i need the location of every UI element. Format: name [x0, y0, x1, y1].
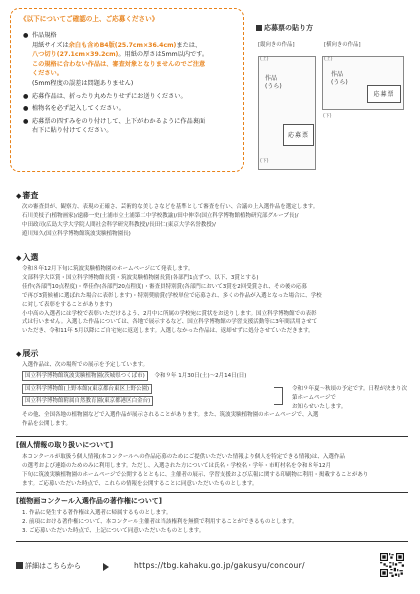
diamond-icon: ◆: [16, 254, 22, 262]
award-heading: ◆入選: [16, 253, 39, 262]
bullet-icon: ●: [23, 32, 29, 39]
portrait-label: [縦向きの作品]: [258, 42, 295, 48]
copyright-heading: [植物画コンクール入選作品の著作権について]: [16, 497, 162, 505]
bullet-icon: ●: [23, 105, 29, 113]
review-text: 次の審査員が、観察力、表現の正確さ、芸術的な美しさなどを基準として審査を行い、合議の上入選作品を選定します。 石川美枝子(植物画家)/遠藤一史(土浦市立土浦第二中学校教諭)/田中伸幸(国立科学博物館植物研究部グループ長)/ 中田政司(広島大学大学院人間社会科学研究科教授)/長田仁(東京大学名誉教授)/ 遊川知久(国立科学博物館筑波実験植物園長): [22, 204, 319, 237]
entry-slip-portrait: 応募票: [283, 124, 314, 146]
exhibit-outro: その他、全国各地の植物園などで入選作品が展示されることがあります。また、筑波実験植物園のホームページで、入選 作品を公開します。: [22, 412, 319, 427]
award-text: 令和８年12月下旬に筑波実験植物園のホームページにて発表します。 文部科学大臣賞・国立科学博物館長賞・筑波実験植物園長賞(各部門1点ずつ、以下、3賞とする) 佳作(各部門10点程度)・準佳作(各部門20点程度)・審査員特別賞(各部門において3賞を2回受賞され、その後の応募 で再び3賞候補に選ばれた場合に表彰します)・特別奨励賞(学校単位で応募され、多くの作品が入選となった場合に、学校 に対して表彰をすることがあります) 小中高の入選者には学校で表彰いただけるよう、2月中に所属の学校宛に賞状をお送りします。国立科学博物館での表彰 式は行いません。入選した作品については、各地で展示するなど、国立科学博物館の学習支援活動等に3年間活用させて いただき、令和11年 5月以降にご自宅宛に返送します。入選しなかった作品は、返却せずに処分させていただきます。: [22, 266, 322, 335]
list-item: ● 作品規格 用紙サイズは余白も含めB4版(25.7cm×36.4cm)または、 八つ切り(27.1cm×39.2cm)。用紙の厚さは5mm以内です。 この規格に合わない作品は、審査対象となりませんのでご注意 ください。 (5mm程度の誤差は問題ありません): [23, 32, 209, 88]
square-bullet-icon: [16, 562, 23, 569]
privacy-heading: [個人情報の取り扱いについて]: [16, 441, 114, 449]
confirm-box: [10, 8, 244, 172]
portrait-sheet: (上) 作品 (うら) 応募票 (下): [258, 56, 316, 170]
detail-link[interactable]: https://tbg.kahaku.go.jp/gakusyu/concour/: [134, 561, 305, 570]
footer-label: 詳細はこちらから: [16, 561, 81, 572]
venue-box: 国立科学博物館筑波実験植物園(茨城県つくば市): [22, 371, 148, 381]
divider: [16, 541, 408, 542]
privacy-text: 本コンクールが取扱う個人情報(本コンクールへの作品応募のためにご提供いただいた情報より個人を特定できる情報)は、入選作品 の選考および連絡のためのみに利用します。ただし、入選された方については氏名・学校名・学年・市町村名を令和８年12月 下旬に筑波実験植物園のホームページで公開するとともに、主催者の展示、学習支援および広報に関する印刷物に利用・掲載することがあり ます。ご応募いただいた時点で、これらの情報を公開することに同意いただいたものとします。: [22, 454, 369, 487]
paste-title: 応募票の貼り方: [256, 23, 313, 34]
exhibit-note: 令和９年夏〜秋頃の予定です。日程が決まり次第ホームページで お知らせいたします。: [292, 386, 408, 410]
entry-slip-landscape: 応募票: [367, 85, 401, 103]
bullet-icon: ●: [23, 117, 29, 125]
copyright-text: 1. 作品に発生する著作権は入選者に帰属するものとします。 2. 前項における著作権について、本コンクール主催者は当該権利を無償で利用することができるものとします。 3. ご応募いただいた時点で、上記について同意いただいたものとします。: [22, 510, 298, 534]
venue-row: [22, 396, 153, 406]
landscape-label: [横向きの作品]: [324, 42, 361, 48]
confirm-list: [23, 31, 241, 139]
bullet-icon: ●: [23, 92, 29, 100]
square-bullet-icon: [256, 25, 262, 31]
landscape-sheet: (上) 作品 (うら) 応募票: [322, 56, 404, 110]
venue-box: 国立科学博物館(上野本館)(東京都台東区上野公園): [22, 384, 152, 394]
bracket: [274, 387, 283, 405]
exhibit-heading: ◆展示: [16, 349, 39, 358]
divider: [16, 492, 408, 493]
venue-row: [22, 384, 152, 394]
diamond-icon: ◆: [16, 350, 22, 358]
qr-code-icon[interactable]: [380, 553, 404, 577]
confirm-title: 《以下についてご確認の上、ご応募ください》: [20, 15, 159, 23]
list-item: ● 応募票の四すみをのり付けして、上下がわかるように作品裏面 右下に貼り付けてください。: [23, 117, 206, 135]
exhibit-intro: 入選作品は、次の場所での展示を予定しています。: [22, 362, 149, 368]
list-item: ● 応募作品は、折ったり丸めたりせずにお送りください。: [23, 92, 187, 100]
diamond-icon: ◆: [16, 192, 22, 200]
arrow-right-icon: [103, 563, 109, 571]
list-item: ● 植物名を必ず記入してください。: [23, 105, 125, 113]
review-heading: ◆審査: [16, 191, 39, 200]
divider: [16, 436, 408, 437]
venue-row: 国立科学博物館筑波実験植物園(茨城県つくば市) 令和９年 1月30日(土)〜2月14日(日): [22, 371, 246, 381]
paste-instructions: 応募票の貼り方 [縦向きの作品] (上) 作品 (うら) 応募票 (下) [横向きの作品] (上) 作品 (うら) 応募票 (下): [256, 25, 412, 175]
venue-box: 国立科学博物館附属自然教育園(東京都港区白金台): [22, 396, 153, 406]
